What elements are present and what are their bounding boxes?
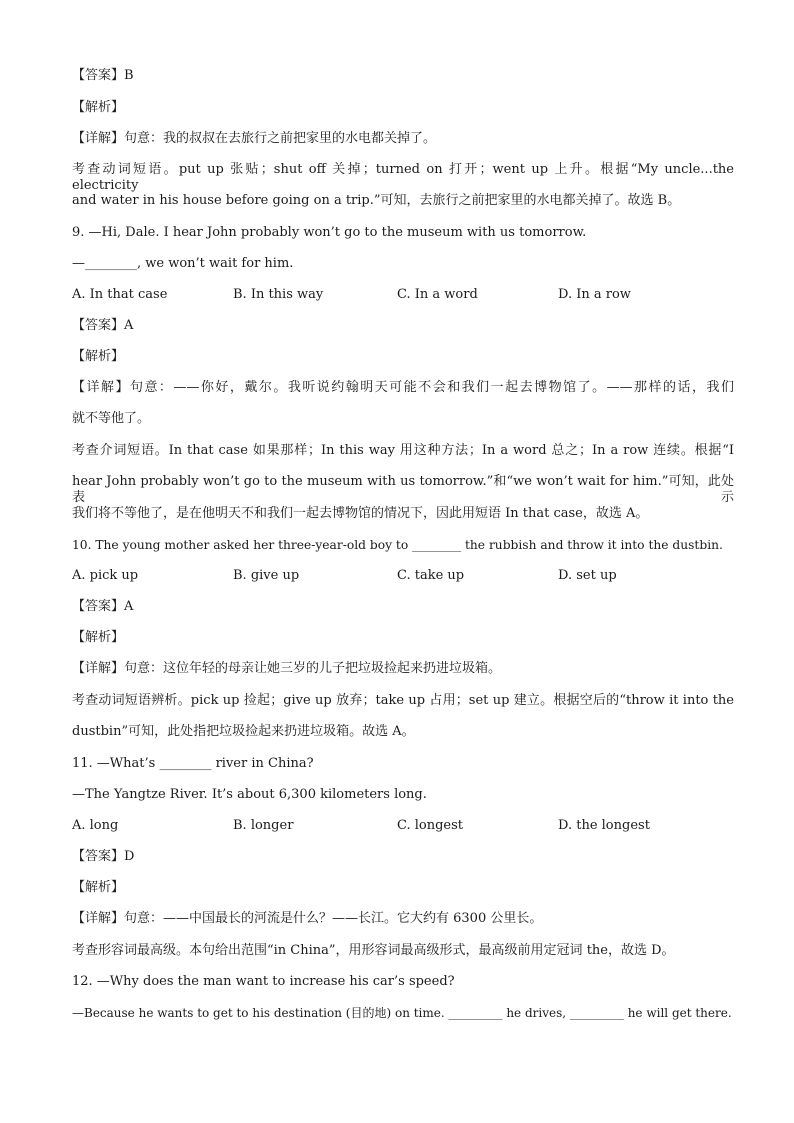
option-d: D. the longest [558,818,650,833]
question-stem: 12. —Why does the man want to increase his car’s speed? [72,974,455,989]
detail-text: 【详解】句意：——你好，戴尔。我听说约翰明天可能不会和我们一起去博物馆了。——那样的话，我们 [72,380,734,395]
analysis-label: 【解析】 [72,630,125,645]
explanation-text: 考查介词短语。In that case 如果那样；In this way 用这种方法；In a word 总之；In a row 连续。根据“I [72,443,734,458]
question-stem: 11. —What’s ________ river in China? [72,756,314,771]
option-b: B. In this way [233,287,324,302]
detail-text: 【详解】句意：我的叔叔在去旅行之前把家里的水电都关掉了。 [72,131,437,146]
option-d: D. In a row [558,287,631,302]
answer-label: 【答案】B [72,68,134,83]
question-stem: —________, we won’t wait for him. [72,256,294,271]
analysis-label: 【解析】 [72,880,125,895]
detail-text: 【详解】句意：这位年轻的母亲让她三岁的儿子把垃圾捡起来扔进垃圾箱。 [72,661,502,676]
explanation-text: hear John probably won’t go to the museum with us tomorrow.”和“we won’t wait for him.”可知，此处表示 [72,474,734,505]
option-a: A. pick up [72,568,139,583]
question-stem: 9. —Hi, Dale. I hear John probably won’t go to the museum with us tomorrow. [72,225,587,240]
explanation-text: and water in his house before going on a trip.”可知，去旅行之前把家里的水电都关掉了。故选 B。 [72,193,681,208]
option-c: C. longest [397,818,464,833]
explanation-text: 考查动词短语辨析。pick up 捡起；give up 放弃；take up 占用；set up 建立。根据空后的“throw it into the [72,693,734,708]
answer-label: 【答案】D [72,849,135,864]
option-c: C. In a word [397,287,478,302]
explanation-text: 考查动词短语。put up 张贴；shut off 关掉；turned on 打开；went up 上升。根据“My uncle...the electricity [72,162,734,193]
answer-label: 【答案】A [72,599,134,614]
option-b: B. longer [233,818,294,833]
explanation-text: 考查形容词最高级。本句给出范围“in China”，用形容词最高级形式，最高级前用定冠词 the，故选 D。 [72,943,675,958]
option-a: A. In that case [72,287,168,302]
option-c: C. take up [397,568,465,583]
detail-text: 【详解】句意：——中国最长的河流是什么？——长江。它大约有 6300 公里长。 [72,911,543,926]
answer-label: 【答案】A [72,318,134,333]
option-a: A. long [72,818,119,833]
detail-text: 就不等他了。 [72,411,151,426]
analysis-label: 【解析】 [72,349,125,364]
option-b: B. give up [233,568,300,583]
explanation-text: 我们将不等他了，是在他明天不和我们一起去博物馆的情况下，因此用短语 In that case，故选 A。 [72,506,649,521]
analysis-label: 【解析】 [72,100,125,115]
question-stem: —The Yangtze River. It’s about 6,300 kilometers long. [72,787,427,802]
question-stem: —Because he wants to get to his destination (目的地) on time. _________ he drives, _________ he will get there. [72,1006,732,1020]
question-stem: 10. The young mother asked her three-year-old boy to ________ the rubbish and throw it into the dustbin. [72,538,723,552]
option-d: D. set up [558,568,617,583]
explanation-text: dustbin”可知，此处指把垃圾捡起来扔进垃圾箱。故选 A。 [72,724,415,739]
